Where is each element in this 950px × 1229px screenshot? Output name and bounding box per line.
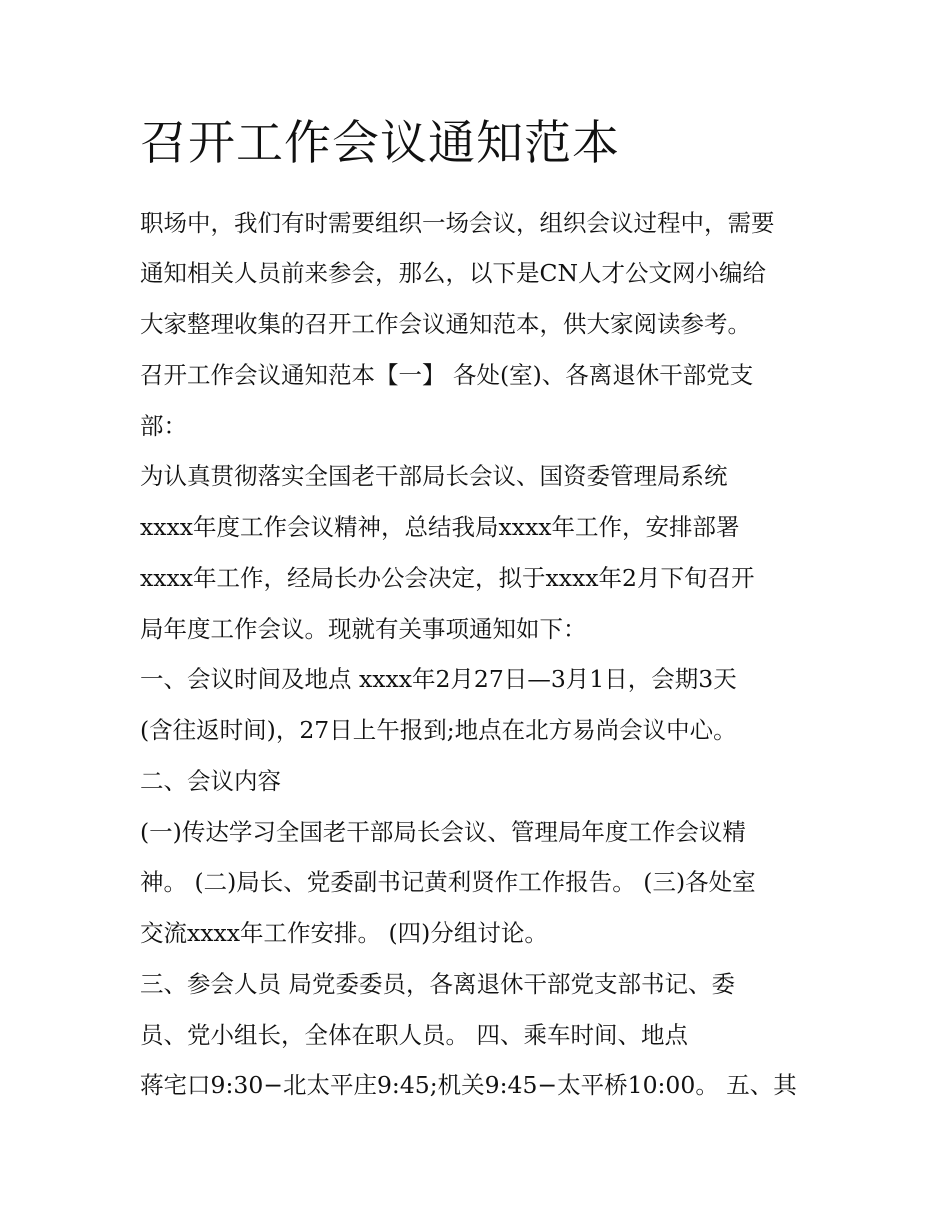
body-line: xxxx年度工作会议精神，总结我局xxxx年工作，安排部署 xyxy=(140,513,740,541)
body-line: 通知相关人员前来参会，那么，以下是CN人才公文网小编给 xyxy=(140,259,767,287)
body-line: 部： xyxy=(140,412,187,440)
body-line: (一)传达学习全国老干部局长会议、管理局年度工作会议精 xyxy=(140,818,746,846)
body-line: 召开工作会议通知范本【一】 各处(室)、各离退休干部党支 xyxy=(140,361,754,389)
body-line: 交流xxxx年工作安排。 (四)分组讨论。 xyxy=(140,919,548,947)
body-line: xxxx年工作，经局长办公会决定，拟于xxxx年2月下旬召开 xyxy=(140,564,755,592)
body-line: 神。 (二)局长、党委副书记黄利贤作工作报告。 (三)各处室 xyxy=(140,868,756,896)
body-line: (含往返时间)，27日上午报到;地点在北方易尚会议中心。 xyxy=(140,716,737,744)
body-line: 为认真贯彻落实全国老干部局长会议、国资委管理局系统 xyxy=(140,462,728,490)
document-title: 召开工作会议通知范本 xyxy=(140,116,620,171)
body-line: 大家整理收集的召开工作会议通知范本，供大家阅读参考。 xyxy=(140,310,751,338)
body-line: 员、党小组长，全体在职人员。 四、乘车时间、地点 xyxy=(140,1021,688,1049)
body-line: 二、会议内容 xyxy=(140,767,281,795)
body-line: 局年度工作会议。现就有关事项通知如下： xyxy=(140,615,587,643)
body-line: 三、参会人员 局党委委员，各离退休干部党支部书记、委 xyxy=(140,970,735,998)
body-line: 一、会议时间及地点 xxxx年2月27日—3月1日，会期3天 xyxy=(140,665,737,693)
body-line: 职场中，我们有时需要组织一场会议，组织会议过程中，需要 xyxy=(140,209,775,237)
body-line: 蒋宅口9:30−北太平庄9:45;机关9:45−太平桥10:00。 五、其 xyxy=(140,1071,797,1099)
